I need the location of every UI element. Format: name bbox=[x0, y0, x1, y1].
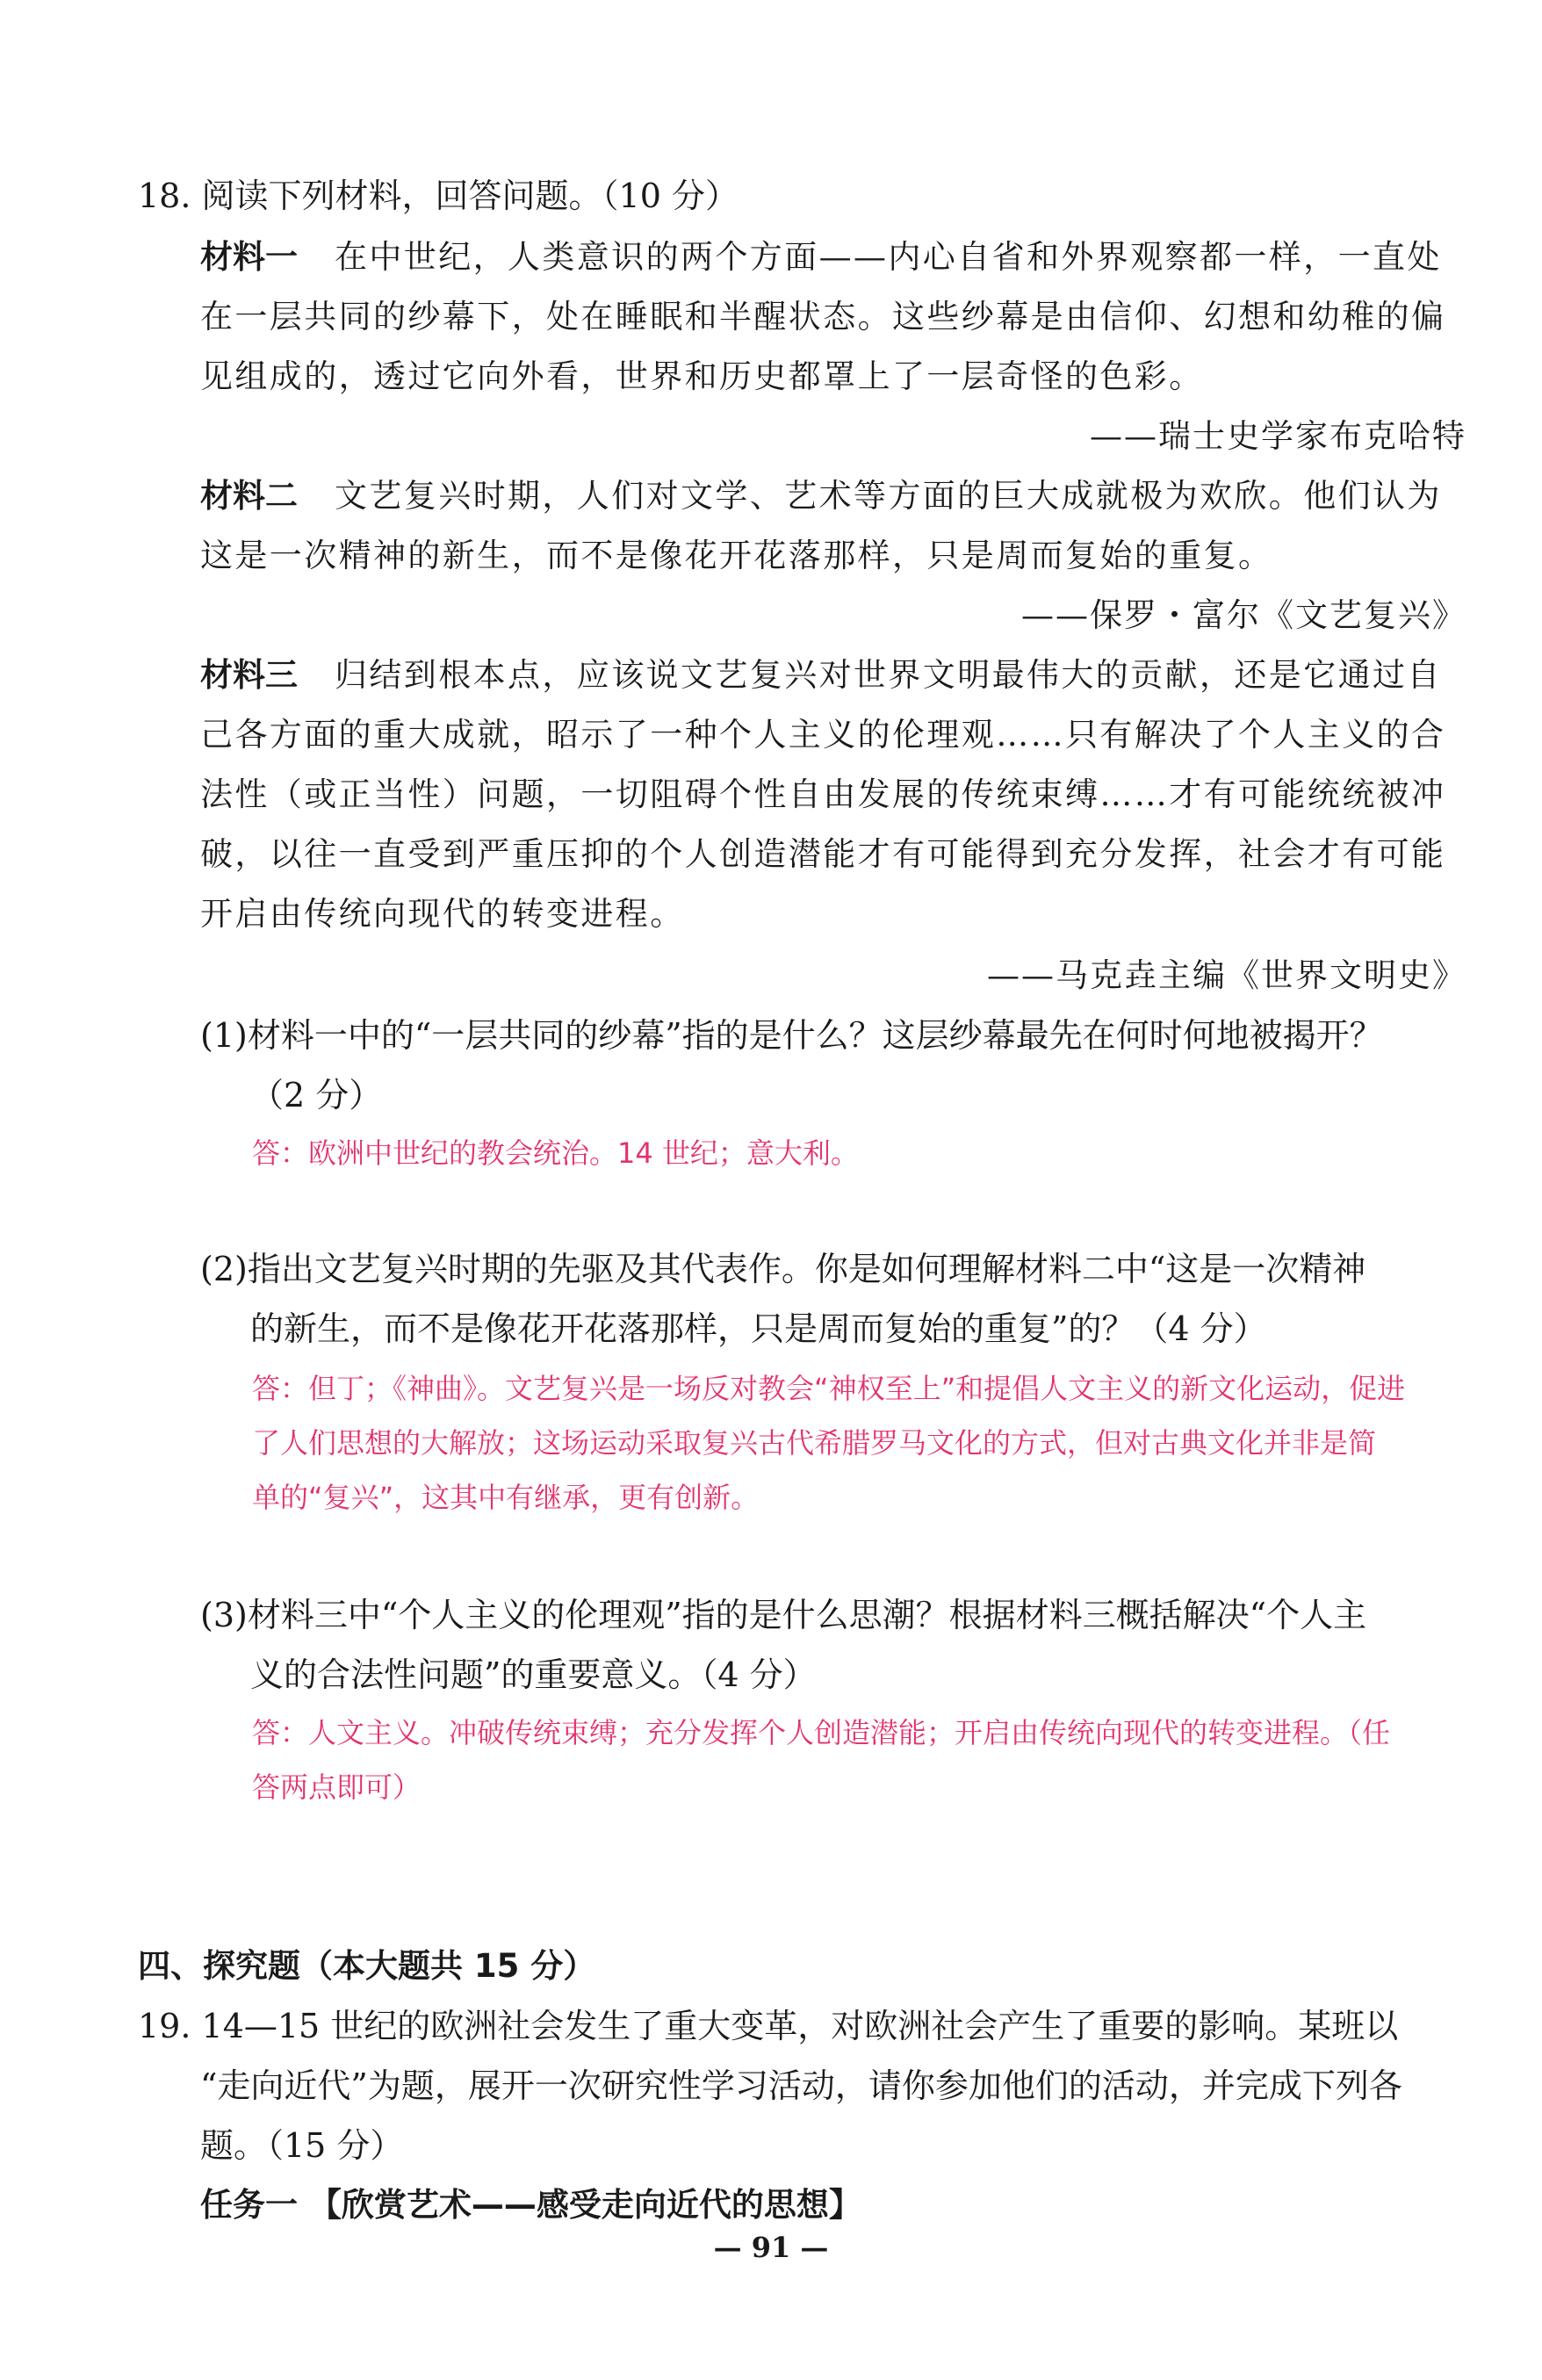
material-1-line-3: 见组成的，透过它向外看，世界和历史都罩上了一层奇怪的色彩。 bbox=[200, 357, 1204, 395]
answer-2-line-1: 答：但丁；《神曲》。文艺复兴是一场反对教会“神权至上”和提倡人文主义的新文化运动，促进 bbox=[252, 1372, 1406, 1405]
material-1-line-2: 在一层共同的纱幕下，处在睡眠和半醒状态。这些纱幕是由信仰、幻想和幼稚的偏 bbox=[200, 298, 1446, 335]
material-2-source: ——保罗・富尔《文艺复兴》 bbox=[1021, 596, 1466, 634]
material-3-source: ——马克垚主编《世界文明史》 bbox=[987, 956, 1466, 994]
material-1-source: ——瑞士史学家布克哈特 bbox=[1090, 417, 1466, 455]
sub-question-3-line-1: (3)材料三中“个人主义的伦理观”指的是什么思潮？根据材料三概括解决“个人主 bbox=[200, 1596, 1367, 1634]
material-2-line-1: 材料二 文艺复兴时期，人们对文学、艺术等方面的巨大成就极为欢欣。他们认为 bbox=[200, 477, 1442, 515]
material-1-label: 材料一 bbox=[200, 238, 298, 276]
answer-2-line-2: 了人们思想的大解放；这场运动采取复兴古代希腊罗马文化的方式，但对古典文化并非是简 bbox=[252, 1426, 1377, 1460]
question-19-line-2: “走向近代”为题，展开一次研究性学习活动，请你参加他们的活动，并完成下列各 bbox=[200, 2066, 1402, 2105]
sub-question-1-line-2: （2 分） bbox=[250, 1076, 383, 1114]
task-1-title: 任务一 【欣赏艺术——感受走向近代的思想】 bbox=[200, 2186, 861, 2224]
answer-3-line-2: 答两点即可） bbox=[252, 1771, 422, 1804]
page-number: — 91 — bbox=[713, 2231, 829, 2264]
material-2-line-2: 这是一次精神的新生，而不是像花开花落那样，只是周而复始的重复。 bbox=[200, 537, 1273, 574]
answer-3-line-1: 答：人文主义。冲破传统束缚；充分发挥个人创造潜能；开启由传统向现代的转变进程。（任 bbox=[252, 1716, 1391, 1749]
sub-question-1-line-1: (1)材料一中的“一层共同的纱幕”指的是什么？这层纱幕最先在何时何地被揭开？ bbox=[200, 1016, 1383, 1055]
question-19-line-1: 19. 14—15 世纪的欧洲社会发生了重大变革，对欧洲社会产生了重要的影响。某班以 bbox=[138, 2007, 1399, 2045]
material-3-line-3: 法性（或正当性）问题，一切阻碍个性自由发展的传统束缚……才有可能统统被冲 bbox=[200, 775, 1446, 813]
material-3-label: 材料三 bbox=[200, 656, 298, 694]
question-18-stem: 18. 阅读下列材料，回答问题。（10 分） bbox=[138, 177, 739, 215]
material-2-label: 材料二 bbox=[200, 477, 298, 515]
sub-question-3-line-2: 义的合法性问题”的重要意义。（4 分） bbox=[250, 1655, 817, 1694]
material-3-line-5: 开启由传统向现代的转变进程。 bbox=[200, 895, 685, 933]
answer-1: 答：欧洲中世纪的教会统治。14 世纪；意大利。 bbox=[252, 1136, 859, 1170]
material-3-line-1: 材料三 归结到根本点，应该说文艺复兴对世界文明最伟大的贡献，还是它通过自 bbox=[200, 656, 1442, 694]
sub-question-2-line-2: 的新生，而不是像花开花落那样，只是周而复始的重复”的？（4 分） bbox=[250, 1309, 1267, 1348]
answer-2-line-3: 单的“复兴”，这其中有继承，更有创新。 bbox=[252, 1481, 760, 1514]
sub-question-2-line-1: (2)指出文艺复兴时期的先驱及其代表作。你是如何理解材料二中“这是一次精神 bbox=[200, 1250, 1366, 1288]
material-3-line-4: 破，以往一直受到严重压抑的个人创造潜能才有可能得到充分发挥，社会才有可能 bbox=[200, 835, 1446, 873]
question-19-line-3: 题。（15 分） bbox=[200, 2126, 404, 2165]
material-1-line-1: 材料一 在中世纪，人类意识的两个方面——内心自省和外界观察都一样，一直处 bbox=[200, 238, 1442, 276]
section-4-title: 四、探究题（本大题共 15 分） bbox=[138, 1947, 596, 1985]
material-3-line-2: 己各方面的重大成就，昭示了一种个人主义的伦理观……只有解决了个人主义的合 bbox=[200, 716, 1446, 754]
